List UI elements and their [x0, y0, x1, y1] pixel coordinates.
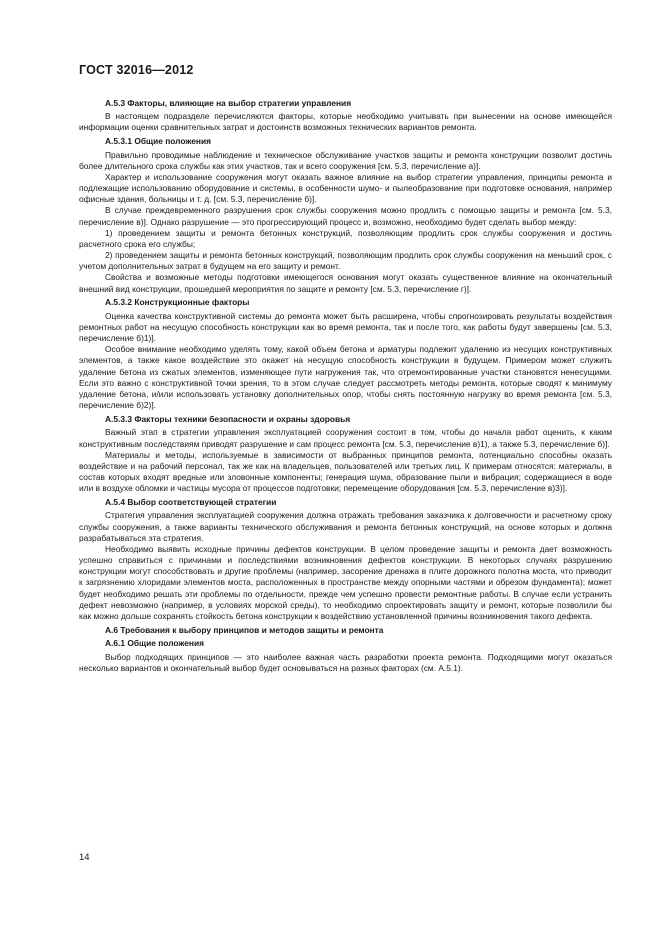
section-heading-a531: А.5.3.1 Общие положения — [105, 135, 211, 146]
list-item: 2) проведением защиты и ремонта бетонных конструкций, позволяющим продлить срок службы сооружения на меньший срок, с учетом дополнительных затрат в будущем на его защиту и ремонт. — [79, 250, 612, 272]
document-body — [79, 95, 612, 674]
paragraph: Правильно проводимые наблюдение и техническое обслуживание участков защиты и ремонта конструкции позволит достичь более длительного срока службы как этих участков, так и всего сооружения [см. 5.3, перечисление а)]. — [79, 149, 612, 171]
section-heading-a6: А.6 Требования к выбору принципов и методов защиты и ремонта — [105, 624, 384, 635]
paragraph: Необходимо выявить исходные причины дефектов конструкции. В целом проведение защиты и ремонта дает возможность успешно справиться с причинами и последствиями возникновения дефектов конструкции. В некоторых случаях разрушению конструкции могут способствовать и другие проблемы (например, засорение дренажа в плите дорожного полотна моста, что приводит к загрязнению хлоридами элементов моста, расположенных в пространстве между опорными частями и обрезом фундамента); может будет необходимо решать эти проблемы по отдельности, прежде чем успешно провести ремонтные работы. В случае если устранить дефект невозможно (например, в условиях морской среды), то необходимо спроектировать защиту и ремонт, которые позволили бы как можно дольше сохранять стойкость бетона конструкции к воздействию установленной причины возникновения такого дефекта. — [79, 543, 612, 621]
paragraph: В настоящем подразделе перечисляются факторы, которые необходимо учитывать при вынесении на основе имеющейся информации оценки сравнительных затрат и достоинств возможных технических вариантов ремонта. — [79, 111, 612, 133]
section-heading-a54: А.5.4 Выбор соответствующей стратегии — [105, 496, 277, 507]
section-heading-a61: А.6.1 Общие положения — [105, 638, 204, 649]
paragraph: Материалы и методы, используемые в зависимости от выбранных принципов ремонта, потенциально способны оказать воздействие и на рабочий персонал, так же как на владельцев, пользователей или третьих лиц. К примерам относятся: материалы, в состав которых входят вредные или зловонные компоненты; генерация шума, образование пыли и вибрация; содержащиеся в воде или в воздухе обломки и частицы мусора от процессов подготовки; перемещение оборудования [см. 5.3, перечисление в)3)]. — [79, 449, 612, 494]
paragraph: Важный этап в стратегии управления эксплуатацией сооружения состоит в том, чтобы до начала работ оценить, к каким конструктивным последствиям приводят разрушение и сам процесс ремонта [см. 5.3, перечисление в)1), а также 5.3, перечисление б)]. — [79, 427, 612, 449]
paragraph: В случае преждевременного разрушения срок службы сооружения можно продлить с помощью защиты и ремонта [см. 5.3, перечисление в)]. Однако разрушение — это прогрессирующий процесс и, возможно, необходимо будет сделать выбор между: — [79, 205, 612, 227]
paragraph: Свойства и возможные методы подготовки имеющегося основания могут оказать существенное влияние на окончательный внешний вид конструкции, прошедшей мероприятия по защите и ремонту [см. 5.3, перечисление г)]. — [79, 272, 612, 294]
paragraph: Выбор подходящих принципов — это наиболее важная часть разработки проекта ремонта. Подходящими могут оказаться несколько вариантов и окончательный выбор будет основываться на разных факторах (см. А.5.1). — [79, 651, 612, 673]
section-heading-a533: А.5.3.3 Факторы техники безопасности и охраны здоровья — [105, 413, 351, 424]
paragraph: Характер и использование сооружения могут оказать важное влияние на выбор стратегии управления, принципы ремонта и подлежащие использованию оборудование и системы, в особенности шумо- и пылеобразование при подготовке основания, например офисные здания, больницы и т. д. [см. 5.3, перечисление б)]. — [79, 171, 612, 205]
paragraph: Стратегия управления эксплуатацией сооружения должна отражать требования заказчика к долговечности и расчетному сроку службы сооружения, а также варианты технического обслуживания и ремонта бетонных конструкций, на основе которых и должна разрабатываться эта стратегия. — [79, 510, 612, 543]
paragraph: Оценка качества конструктивной системы до ремонта может быть расширена, чтобы спрогнозировать результаты воздействия ремонтных работ на несущую способность конструкции как во время ремонта, так и после того, как работы будут завершены [см. 5.3, перечисление б)1)]. — [79, 310, 612, 344]
page-header-standard-code: ГОСТ 32016—2012 — [79, 63, 194, 77]
list-item: 1) проведением защиты и ремонта бетонных конструкций, позволяющим продлить срок службы сооружения и достичь расчетного срока его службы; — [79, 227, 612, 249]
paragraph: Особое внимание необходимо уделять тому, какой объем бетона и арматуры подлежит удалению из несущих конструктивных элементов, а также какое воздействие это окажет на несущую способность конструкции в будущем. Примером может служить удаление бетона из сжатых элементов, изменяющее пути нагружения так, что отремонтированные участки становятся ненесущими. Если это важно с конструктивной точки зрения, то в этом случае следует рассмотреть методы ремонта, которые сводят к минимуму удаление бетона, и/или использовать установку дополнительных опор, чтобы снять постоянную нагрузку во время ремонта [см. 5.3, перечисление б)2)]. — [79, 344, 612, 411]
section-heading-a532: А.5.3.2 Конструкционные факторы — [105, 297, 250, 308]
page-number: 14 — [79, 852, 90, 863]
section-heading-a53: А.5.3 Факторы, влияющие на выбор стратегии управления — [105, 97, 352, 108]
